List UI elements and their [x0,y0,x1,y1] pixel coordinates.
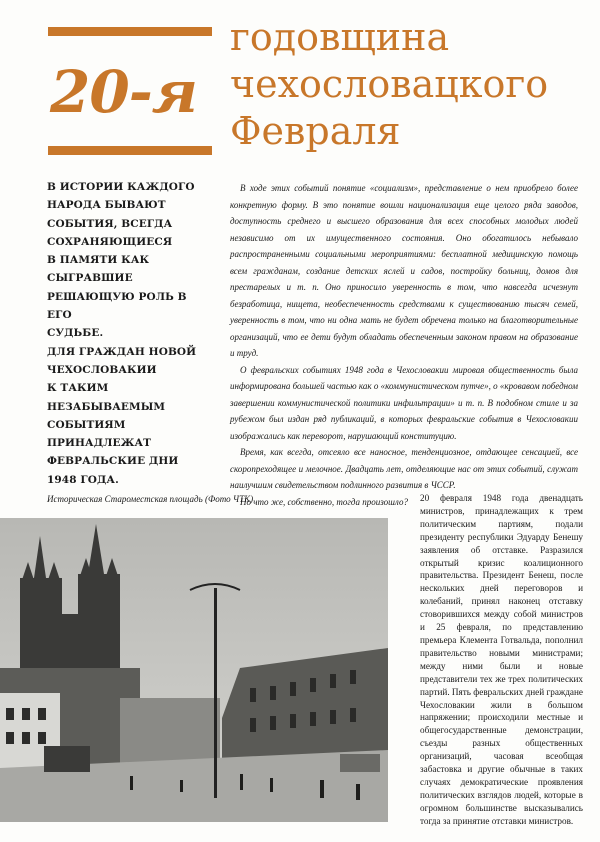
lead-line: ЧЕХОСЛОВАКИИ [47,363,157,376]
lead-line: СОБЫТИЯМ [47,418,126,431]
lead-line: 1948 ГОДА. [47,473,119,486]
lead-text [47,178,207,489]
lead-line: РЕШАЮЩУЮ РОЛЬ В ЕГО [47,290,187,322]
page-title [230,14,590,155]
lead-line: СОХРАНЯЮЩИЕСЯ [47,235,173,248]
lead-line: ДЛЯ ГРАЖДАН НОВОЙ [47,345,197,358]
bottom-accent-bar [48,146,212,155]
photo-caption: Историческая Староместская площадь (Фото ЧТК) [47,494,254,504]
lead-line: ФЕВРАЛЬСКИЕ ДНИ [47,455,179,468]
intro-paragraph: О февральских событиях 1948 года в Чехословакии мировая общественность была информирована большей частью как о «коммунистическом путче», о «кровавом победном завершении коммунистической политики инфильтрации» и т. п. В подобном стиле и за рубежом был издан ряд публикаций, в которых февральские события в Чехословакии изображались как переворот, нарушающий конституцию. [230,364,578,441]
lead-line: НАРОДА БЫВАЮТ [47,199,166,212]
intro-paragraph: Время, как всегда, отсеяло все наносное, тенденциозное, отдающее сенсацией, все скоропреходящее и мелочное. Двадцать лет, отделяющие нас от этих событий, служат наилучшим свидетельством подлинного развития в ЧССР. [230,447,578,490]
title-line: годовщина [230,15,450,59]
lead-line: К ТАКИМ [47,382,109,395]
intro-text [230,180,578,510]
title-line: чехословацкого [230,62,549,106]
lead-line: СУДЬБЕ. [47,327,104,340]
anniversary-number: 20-я [50,58,197,126]
lead-line: В ИСТОРИИ КАЖДОГО [47,181,195,193]
lead-line: СОБЫТИЯ, ВСЕГДА [47,217,173,230]
intro-paragraph: Но что же, собственно, тогда произошло? [240,496,408,507]
right-column-text [420,492,583,828]
lead-line: ПРИНАДЛЕЖАТ [47,437,152,450]
lead-line: В ПАМЯТИ КАК [47,254,150,267]
lead-line: НЕЗАБЫВАЕМЫМ [47,400,166,413]
top-accent-bar [48,27,212,36]
right-column-paragraph: 20 февраля 1948 года двенадцать министров, принадлежащих к трем политическим партиям, подали президенту республики Эдуарду Бенешу заявления об отставке. Разразился открытый кризис коалиционного правительства. Президент Бенеш, после нескольких дней переговоров и колебаний, принял наконец отставку стоворившихся между собой министров и 25 февраля, по представлению премьера Клемента Готвальда, пополнил правительство новыми министрами; между ними были и новые представители тех же трех политических партий. Пять февральских дней граждане Чехословакии жили в большом напряжении; происходили местные и общегосударственные демонстрации, съезды разных общественных организаций, часовая всеобщая забастовка и другие обычные в таких случаях демократические проявления политических взглядов людей, которые в огромном большинстве высказывались тогда за принятие отставки министров. [420,493,583,826]
lead-line: СЫГРАВШИЕ [47,272,133,285]
intro-paragraph: В ходе этих событий понятие «социализм», представление о нем приобрело более конкретную форму. В это понятие вошли национализация еще целого ряда заводов, доступность среднего и высшего образования для всех способных молодых людей независимо от их имущественного состояния. Оно обогатилось небывало распространенными социальными мероприятиями: бесплатной медицинскую помощь всем гражданам, создание детских яслей и садов, постройку больниц, домов для престарелых и т. п. Оно приносило уверенность в том, что навсегда исчезнут безработица, нищета, необеспеченность средствами к существованию тысяч семей, уверенность в том, что ни одна мать не будет обречена только на благотворительные организаций, что ее дети будут обладать обеспеченным законом правом на образование и труд. [230,183,578,358]
old-town-square-photo [0,518,388,822]
title-line: Февраля [230,109,401,153]
